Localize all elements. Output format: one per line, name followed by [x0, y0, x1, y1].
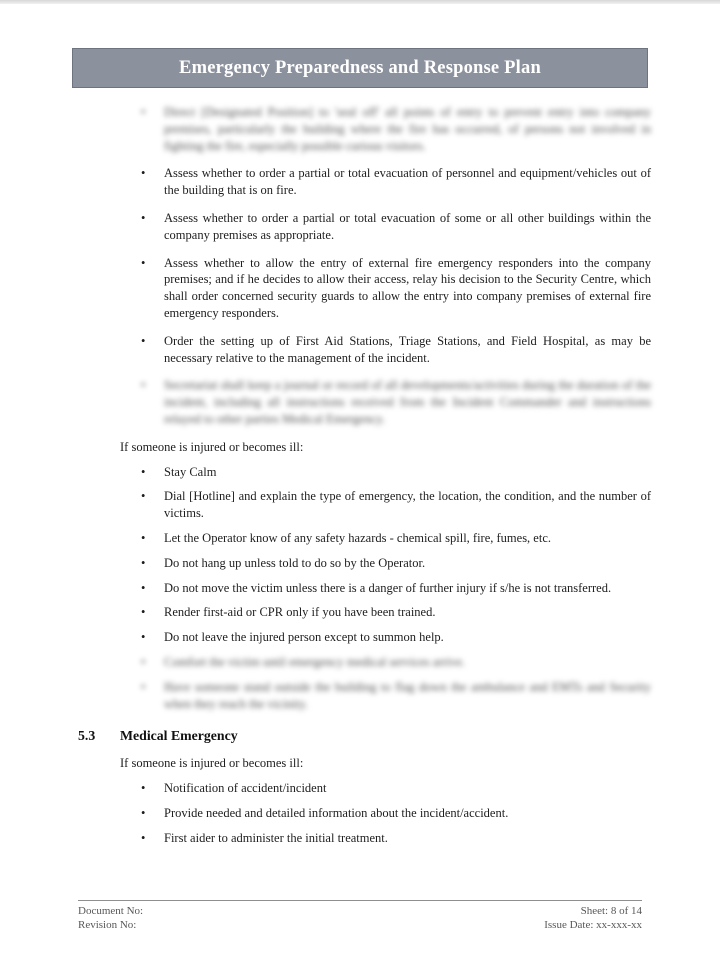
issue-date: Issue Date: xx-xxx-xx	[544, 919, 642, 931]
list-item-blurred: • Comfort the victim until emergency medical services arrive.	[120, 654, 651, 671]
list-item: • First aider to administer the initial treatment.	[120, 830, 651, 847]
footer-left-block	[78, 904, 143, 932]
list-item: • Order the setting up of First Aid Stations, Triage Stations, and Field Hospital, as may be necessary relative to the management of the incident.	[120, 333, 651, 367]
fire-response-list	[120, 104, 651, 428]
medical-steps-list	[120, 780, 651, 846]
document-title: Emergency Preparedness and Response Plan	[179, 57, 541, 78]
list-item: • Stay Calm	[120, 464, 651, 481]
list-item: • Let the Operator know of any safety hazards - chemical spill, fire, fumes, etc.	[120, 530, 651, 547]
revision-no-label: Revision No:	[78, 919, 137, 931]
document-header-banner	[72, 48, 648, 88]
injured-intro-paragraph: If someone is injured or becomes ill:	[120, 756, 304, 771]
list-item: • Do not move the victim unless there is a danger of further injury if s/he is not transferred.	[120, 580, 651, 597]
list-item: • Do not hang up unless told to do so by the Operator.	[120, 555, 651, 572]
list-item-blurred: • Direct [Designated Position] to 'seal off' all points of entry to prevent entry into company premises, particularly the building where the fire has occurred, of persons not involved in fighting the fire, especially possible curious visitors.	[120, 104, 651, 154]
page-top-edge	[0, 0, 720, 4]
list-item: • Notification of accident/incident	[120, 780, 651, 797]
list-item: • Assess whether to order a partial or total evacuation of personnel and equipment/vehicles out of the building that is on fire.	[120, 165, 651, 199]
sheet-info: Sheet: 8 of 14	[580, 905, 642, 917]
section-title: Medical Emergency	[120, 728, 238, 744]
list-item: • Assess whether to allow the entry of external fire emergency responders into the company premises; and if he decides to allow their access, relay his decision to the Security Centre, which shall order concerned security guards to allow the entry into company premises of external fire emergency responders.	[120, 255, 651, 322]
list-item-blurred: • Have someone stand outside the building to flag down the ambulance and EMTs and Security when they reach the vicinity.	[120, 679, 651, 713]
section-number: 5.3	[78, 728, 96, 744]
footer-right-block	[544, 904, 642, 932]
document-body	[78, 104, 651, 854]
injured-steps-list	[120, 464, 651, 713]
injured-intro-paragraph: If someone is injured or becomes ill:	[120, 439, 304, 454]
list-item: • Assess whether to order a partial or total evacuation of some or all other buildings within the company premises as appropriate.	[120, 210, 651, 244]
document-no-label: Document No:	[78, 905, 144, 917]
list-item: • Provide needed and detailed information about the incident/accident.	[120, 805, 651, 822]
list-item: • Render first-aid or CPR only if you have been trained.	[120, 604, 651, 621]
page-footer	[78, 900, 642, 932]
list-item: • Dial [Hotline] and explain the type of emergency, the location, the condition, and the number of victims.	[120, 488, 651, 522]
list-item: • Do not leave the injured person except to summon help.	[120, 629, 651, 646]
section-heading-5-3	[78, 728, 609, 745]
list-item-blurred: • Secretariat shall keep a journal or record of all developments/activities during the duration of the incident, including all instructions received from the Incident Commander and instructions relayed to other parties Medical Emergency.	[120, 377, 651, 427]
